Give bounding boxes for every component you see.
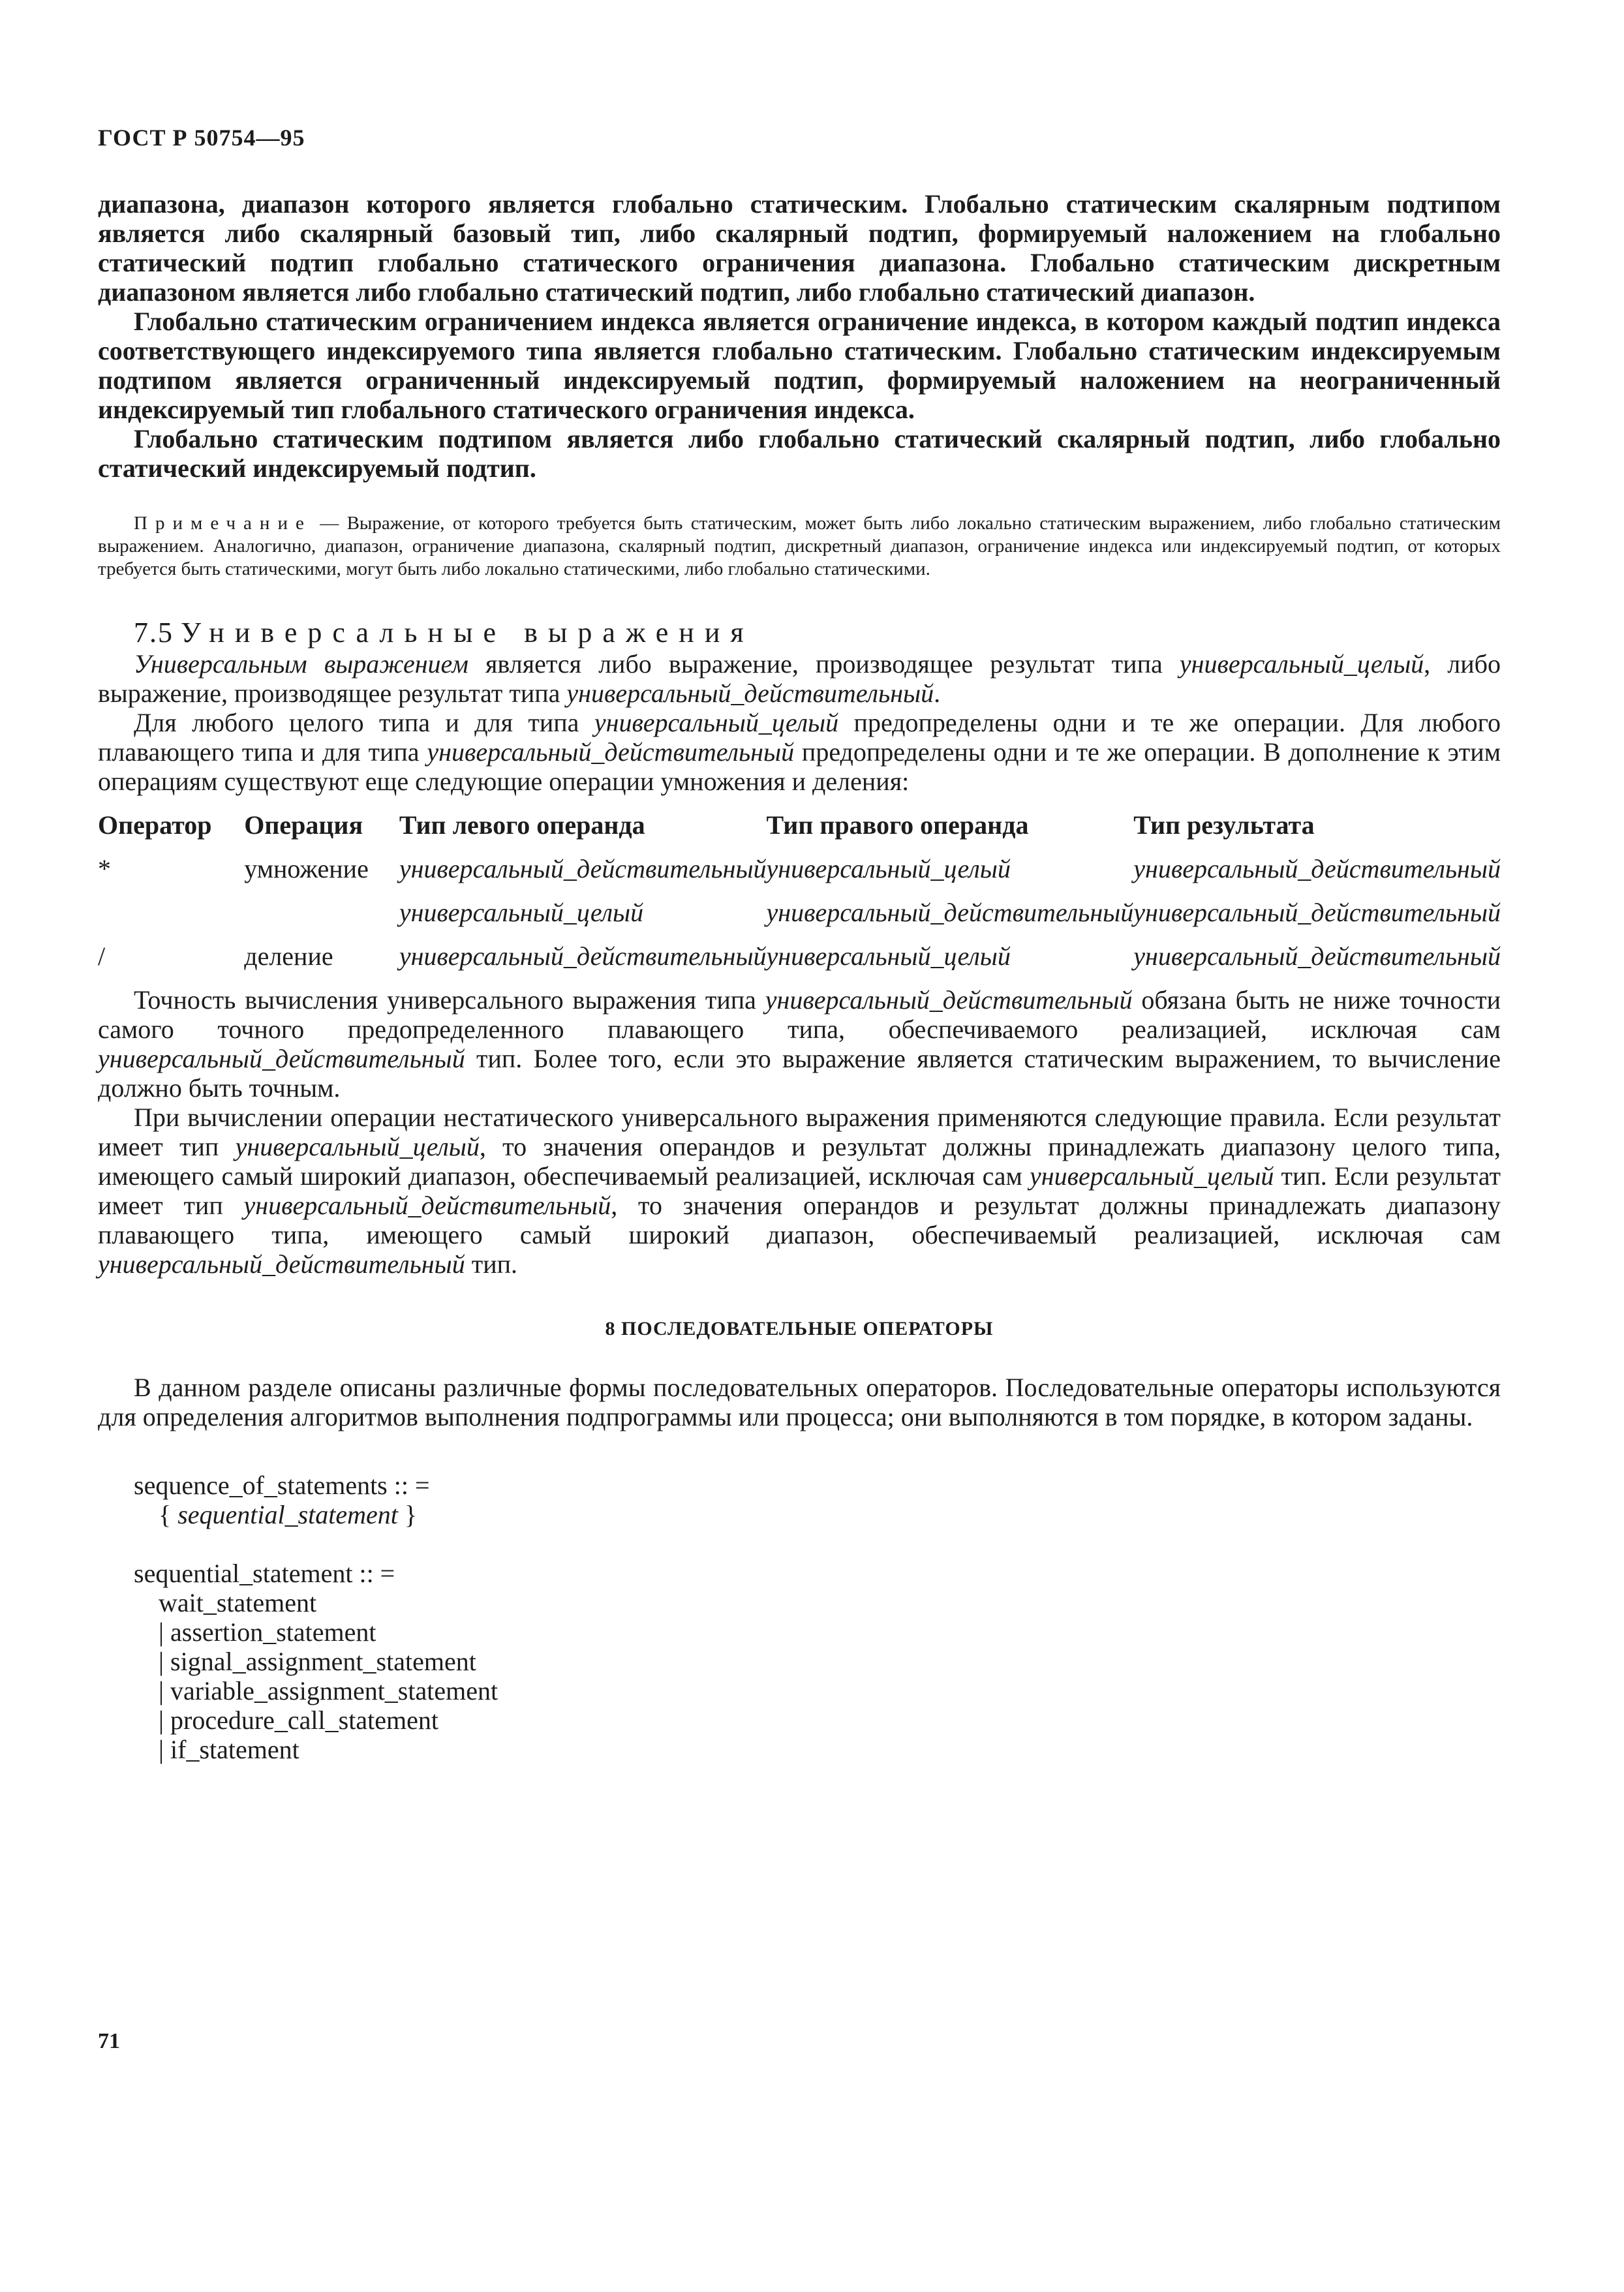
text-run: } — [397, 1500, 418, 1529]
cell-left-type: универсальный_целый — [399, 898, 644, 927]
text-run: тип. — [465, 1249, 518, 1279]
header-left-operand: Тип левого операнда — [399, 810, 645, 840]
text-run: { — [159, 1500, 178, 1529]
section-7-5-title: Универсальные выражения — [181, 617, 754, 649]
rule-body — [134, 1500, 1501, 1529]
note-label: Примечание — [134, 513, 312, 534]
type-name: универсальный_действительный — [427, 737, 795, 767]
note-text: — Выражение, от которого требуется быть статическим, может быть либо локально статическим выражением, либо глобально статическим выражением. Аналогично, диапазон, ограничение диапазона, скалярный подтип, дискретный диапазон, ограничение индекса или индексируемый подтип, от которых требуется быть статическими, могут быть либо локально статическими, либо глобально статическими. — [98, 513, 1501, 579]
cell-result-type: универсальный_действительный — [1133, 898, 1501, 927]
rule-alternative: wait_statement — [159, 1588, 317, 1617]
text-run: предопределены одни и те же операции. В дополнение к этим операциям существуют еще следующие операции умножения и деления: — [98, 737, 1501, 796]
cell-right-type: универсальный_целый — [766, 941, 1011, 971]
alt-text: procedure_call_statement — [170, 1705, 438, 1735]
cell-right-type: универсальный_целый — [766, 854, 1011, 883]
precision-paragraph — [98, 985, 1501, 1103]
header-operator: Оператор — [98, 810, 212, 840]
cell-operator: / — [98, 941, 106, 971]
section-7-5-heading — [98, 617, 1501, 649]
cell-operator — [98, 898, 244, 941]
table-header-row — [98, 810, 1501, 854]
text-run: Для любого целого типа и для типа — [134, 708, 594, 737]
section-7-5-number: 7.5 — [134, 617, 174, 649]
operations-table — [98, 810, 1501, 985]
alt-text: signal_assignment_statement — [170, 1647, 476, 1676]
cell-right-type: универсальный_действительный — [766, 898, 1134, 927]
cell-operation: умножение — [244, 854, 369, 883]
text-run: При вычислении операции нестатического универсального выражения применяются следующие правила. Если результат имеет тип — [98, 1103, 1501, 1161]
section-7-5-paragraph-1 — [98, 649, 1501, 708]
cell-operation: деление — [244, 941, 333, 971]
header-operation: Операция — [244, 810, 363, 840]
text-run: , то значения операндов и результат должны принадлежать диапазону плавающего типа, имеющего самый широкий диапазон, обеспечиваемый реализацией, исключая сам — [98, 1191, 1501, 1249]
table-row — [98, 941, 1501, 985]
text-run: предопределены одни и те же операции. Для любого плавающего типа и для типа — [98, 708, 1501, 767]
type-name: универсальный_действительный — [765, 985, 1133, 1015]
rule-alternative: | variable_assignment_statement — [159, 1676, 498, 1705]
cell-result-type: универсальный_действительный — [1133, 941, 1501, 971]
text-run: обязана быть не ниже точности самого точного предопределенного плавающего типа, обеспечиваемого реализацией, исключая сам — [98, 985, 1501, 1044]
header-result-type: Тип результата — [1133, 810, 1315, 840]
alt-text: if_statement — [170, 1735, 299, 1764]
rule-alternative: | procedure_call_statement — [159, 1705, 438, 1735]
document-page — [98, 124, 1501, 1794]
cell-operator: * — [98, 854, 111, 883]
text-run: тип. Если результат имеет тип — [98, 1161, 1501, 1220]
page-number: 71 — [98, 2029, 120, 2053]
rule-alternative: | if_statement — [159, 1735, 299, 1764]
grammar-rule-sequential-statement — [134, 1559, 1501, 1764]
text-run: тип. Более того, если это выражение является статическим выражением, то вычисление должно быть точным. — [98, 1044, 1501, 1103]
type-name: универсальный_целый — [594, 708, 839, 737]
text-run: . — [934, 679, 941, 708]
grammar-rule-sequence-of-statements — [134, 1471, 1501, 1529]
rules-paragraph — [98, 1103, 1501, 1279]
cell-left-type: универсальный_действительный — [399, 854, 767, 883]
text-run: , либо выражение, производящее результат типа — [98, 649, 1501, 708]
cell-operation — [244, 898, 399, 941]
intro-section — [98, 189, 1501, 483]
intro-paragraph-2: Глобально статическим ограничением индекса является ограничение индекса, в котором каждый подтип индекса соответствующего индексируемого типа является глобально статическим. Глобально статическим индексируемым подтипом является ограниченный индексируемый подтип, формируемый наложением на неограниченный индексируемый тип глобального статического ограничения индекса. — [98, 307, 1501, 424]
grammar-block — [98, 1471, 1501, 1764]
rule-head: sequence_of_statements :: = — [134, 1471, 430, 1500]
intro-paragraph-1: диапазона, диапазон которого является глобально статическим. Глобально статическим скалярным подтипом является либо скалярный базовый тип, либо скалярный подтип, формируемый наложением на глобально статический подтип глобально статического ограничения диапазона. Глобально статическим дискретным диапазоном является либо глобально статический подтип, либо глобально статический диапазон. — [98, 189, 1501, 307]
rule-alternative: | assertion_statement — [159, 1617, 376, 1647]
type-name: универсальный_целый — [1030, 1161, 1274, 1191]
document-header: ГОСТ Р 50754—95 — [98, 125, 305, 151]
term-universal-expression: Универсальным выражением — [134, 649, 468, 679]
note — [98, 512, 1501, 581]
grammar-term: sequential_statement — [177, 1500, 398, 1529]
section-8-heading: 8 ПОСЛЕДОВАТЕЛЬНЫЕ ОПЕРАТОРЫ — [605, 1318, 994, 1339]
cell-result-type: универсальный_действительный — [1133, 854, 1501, 883]
type-name: универсальный_действительный — [98, 1249, 465, 1279]
rule-head: sequential_statement :: = — [134, 1559, 395, 1588]
header-right-operand: Тип правого операнда — [766, 810, 1029, 840]
text-run: является либо выражение, производящее результат типа — [468, 649, 1180, 679]
text-run: , то значения операндов и результат должны принадлежать диапазону целого типа, имеющего самый широкий диапазон, обеспечиваемый реализацией, исключая сам — [98, 1132, 1501, 1191]
table-row — [98, 854, 1501, 898]
section-7-5-paragraph-2 — [98, 708, 1501, 796]
type-name: универсальный_действительный — [243, 1191, 611, 1220]
type-name: универсальный_действительный — [566, 679, 934, 708]
type-name: универсальный_действительный — [98, 1044, 465, 1073]
section-8-paragraph: В данном разделе описаны различные формы последовательных операторов. Последовательные операторы используются для определения алгоритмов выполнения подпрограммы или процесса; они выполняются в том порядке, в котором заданы. — [98, 1373, 1501, 1431]
type-name: универсальный_целый — [1179, 649, 1424, 679]
alt-text: assertion_statement — [170, 1617, 376, 1647]
alt-text: variable_assignment_statement — [170, 1676, 498, 1705]
rule-alternative: | signal_assignment_statement — [159, 1647, 476, 1676]
table-row — [98, 898, 1501, 941]
intro-paragraph-3: Глобально статическим подтипом является либо глобально статический скалярный подтип, либо глобально статический индексируемый подтип. — [98, 424, 1501, 483]
cell-left-type: универсальный_действительный — [399, 941, 767, 971]
text-run: Точность вычисления универсального выражения типа — [134, 985, 765, 1015]
type-name: универсальный_целый — [235, 1132, 480, 1161]
